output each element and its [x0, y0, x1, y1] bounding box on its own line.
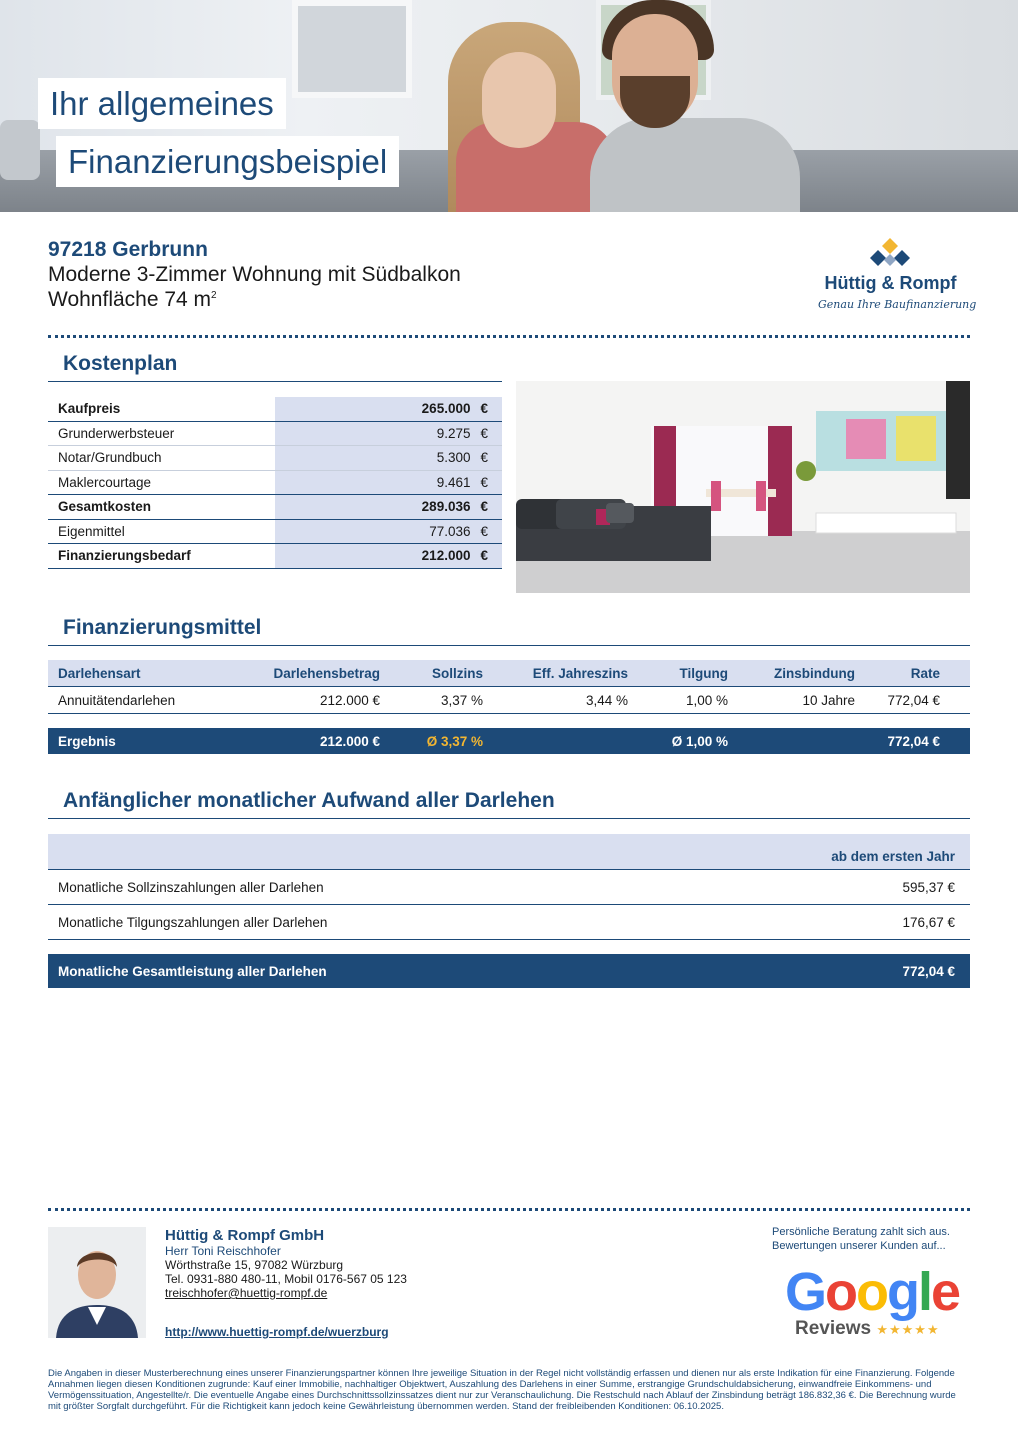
result-row: [48, 728, 970, 754]
kp-label: Gesamtkosten: [58, 499, 152, 515]
divider-bottom: [48, 1208, 970, 1211]
kostenplan-row: [48, 544, 502, 569]
reviews-text: [772, 1225, 950, 1253]
col-header: Darlehensart: [58, 665, 141, 681]
advisor-portrait-illustration: [48, 1227, 146, 1338]
google-reviews-badge[interactable]: [785, 1262, 960, 1342]
kp-label: Finanzierungsbedarf: [58, 548, 191, 564]
kp-num: 5.300: [436, 450, 471, 466]
kostenplan-heading: Kostenplan: [48, 352, 502, 382]
hero-title-line2: Finanzierungsbeispiel: [56, 136, 399, 187]
hero-title-line1: Ihr allgemeines: [38, 78, 286, 129]
property-location: 97218 Gerbrunn: [48, 238, 208, 261]
kp-label: Eigenmittel: [58, 523, 125, 539]
col-header: Tilgung: [679, 665, 728, 681]
wall-picture: [292, 0, 412, 98]
logo-tagline: Genau Ihre Baufinanzierung: [818, 298, 977, 311]
kostenplan-row: [48, 397, 502, 422]
area-sup: 2: [211, 290, 217, 301]
disclaimer-text: Die Angaben in dieser Musterberechnung eines unserer Finanzierungspartner können Ihre jeweilige Situation in der Regel nicht vollständig erfassen und dienen nur als erste Indikation für eine Finanzierung. Folgende Annahmen liegen diesen Konditionen zugrunde: Kauf einer Immobilie, nachhaltiger Objektwert, Auszahlung des Darlehens in einer Summe, erstrangige Grundschuldabsicherung, einwandfreie Einkommens- und Vermögenssituation, Angestellte/r. Die eventuelle Angabe eines Durchschnittssollzinssatzes dient nur zur Veranschaulichung. Die Restschuld nach Ablauf der Zinsbindung beträgt 186.832,36 €. Die Berechnung wurde mit größter Sorgfalt durchgeführt. Für die Richtigkeit kann jedoch keine Gewährleistung übernommen werden. Stand der freibleibenden Konditionen: 06.10.2025.: [48, 1368, 956, 1412]
kp-currency: €: [480, 425, 488, 441]
result-rate: 772,04 €: [887, 733, 940, 749]
kp-currency: €: [480, 499, 488, 515]
kp-value: [275, 495, 502, 519]
contact-firm: Hüttig & Rompf GmbH: [165, 1227, 325, 1244]
aufwand-label: Monatliche Sollzinszahlungen aller Darlehen: [58, 879, 324, 895]
cell: 3,37 %: [440, 692, 483, 708]
logo-name: Hüttig & Rompf: [824, 273, 957, 293]
kp-currency: €: [480, 523, 488, 539]
kp-value: [275, 520, 502, 544]
kostenplan-row: [48, 471, 502, 496]
contact-email-link[interactable]: treischhofer@huettig-rompf.de: [165, 1286, 328, 1300]
cell: 772,04 €: [887, 692, 940, 708]
google-logo-text: Google: [785, 1262, 960, 1322]
contact-phone: Tel. 0931-880 480-11, Mobil 0176-567 05 123: [165, 1272, 407, 1286]
kostenplan-row: [48, 446, 502, 471]
result-label: Ergebnis: [58, 733, 116, 749]
col-header: Darlehensbetrag: [273, 665, 380, 681]
kp-currency: €: [480, 450, 488, 466]
aufwand-table: [48, 834, 970, 988]
kp-label: Maklercourtage: [58, 474, 152, 490]
advisor-portrait: [48, 1227, 146, 1338]
kp-label: Notar/Grundbuch: [58, 450, 162, 466]
aufwand-total-label: Monatliche Gesamtleistung aller Darlehen: [58, 963, 327, 979]
col-header: Sollzins: [431, 665, 483, 681]
table-row: [48, 870, 970, 905]
kostenplan-row: [48, 520, 502, 545]
kp-num: 289.036: [421, 499, 471, 515]
reviews-line2: Bewertungen unserer Kunden auf...: [772, 1240, 946, 1252]
kp-currency: €: [480, 401, 488, 417]
kp-label: Grunderwerbsteuer: [58, 425, 175, 441]
kp-value: [275, 446, 502, 470]
property-area: [48, 288, 217, 312]
kp-num: 77.036: [429, 523, 471, 539]
kp-label: Kaufpreis: [58, 401, 121, 417]
kp-currency: €: [480, 474, 488, 490]
kp-num: 212.000: [421, 548, 471, 564]
aufwand-total-value: 772,04 €: [902, 963, 955, 979]
google-reviews-label: [795, 1318, 940, 1340]
kostenplan-table: [48, 397, 502, 569]
reviews-label: Reviews: [795, 1318, 872, 1339]
cell: 10 Jahre: [802, 692, 855, 708]
kp-num: 9.275: [436, 425, 471, 441]
aufwand-value: 595,37 €: [902, 879, 955, 895]
contact-address: Wörthstraße 15, 97082 Würzburg: [165, 1258, 344, 1272]
property-description: Moderne 3-Zimmer Wohnung mit Südbalkon: [48, 263, 461, 286]
divider-top: [48, 335, 970, 338]
kp-value: [275, 397, 502, 421]
contact-block: [165, 1227, 407, 1300]
cell: Annuitätendarlehen: [58, 692, 176, 708]
couple-photo-man: [590, 118, 800, 212]
contact-person: Herr Toni Reischhofer: [165, 1244, 281, 1258]
finanzierungsmittel-heading: Finanzierungsmittel: [48, 616, 970, 646]
table-row: [48, 905, 970, 940]
aufwand-heading: Anfänglicher monatlicher Aufwand aller Darlehen: [48, 789, 970, 819]
table-header-row: [48, 660, 970, 687]
cushion: [0, 120, 40, 180]
col-header: Rate: [910, 665, 940, 681]
result-betrag: 212.000 €: [319, 733, 380, 749]
kostenplan-row: [48, 422, 502, 447]
aufwand-label: Monatliche Tilgungszahlungen aller Darlehen: [58, 914, 328, 930]
living-room-photo: [516, 381, 970, 593]
result-sollzins: Ø 3,37 %: [426, 733, 483, 749]
finanzierungsmittel-table: [48, 660, 970, 754]
kp-value: [275, 544, 502, 568]
aufwand-value: 176,67 €: [902, 914, 955, 930]
cell: 1,00 %: [685, 692, 728, 708]
reviews-line1: Persönliche Beratung zahlt sich aus.: [772, 1226, 950, 1238]
living-room-illustration: [516, 381, 970, 593]
kp-currency: €: [480, 548, 488, 564]
kostenplan-row: [48, 495, 502, 520]
table-row: [48, 687, 970, 714]
col-header: Zinsbindung: [774, 665, 855, 681]
hero-banner: [0, 0, 1018, 212]
col-header: Eff. Jahreszins: [532, 665, 628, 681]
website-link[interactable]: http://www.huettig-rompf.de/wuerzburg: [165, 1325, 389, 1339]
result-tilgung: Ø 1,00 %: [671, 733, 728, 749]
company-logo: [818, 238, 977, 318]
cell: 212.000 €: [319, 692, 380, 708]
star-rating-icon: ★★★★★: [876, 1322, 940, 1337]
kp-num: 265.000: [421, 401, 471, 417]
woman-face: [482, 52, 556, 148]
cell: 3,44 %: [585, 692, 628, 708]
area-text: Wohnfläche 74 m: [48, 288, 212, 311]
aufwand-total-row: [48, 954, 970, 988]
kp-value: [275, 422, 502, 446]
kp-value: [275, 471, 502, 495]
kp-num: 9.461: [436, 474, 471, 490]
diamond-logo-icon: [860, 238, 920, 270]
aufwand-header: ab dem ersten Jahr: [48, 834, 970, 870]
